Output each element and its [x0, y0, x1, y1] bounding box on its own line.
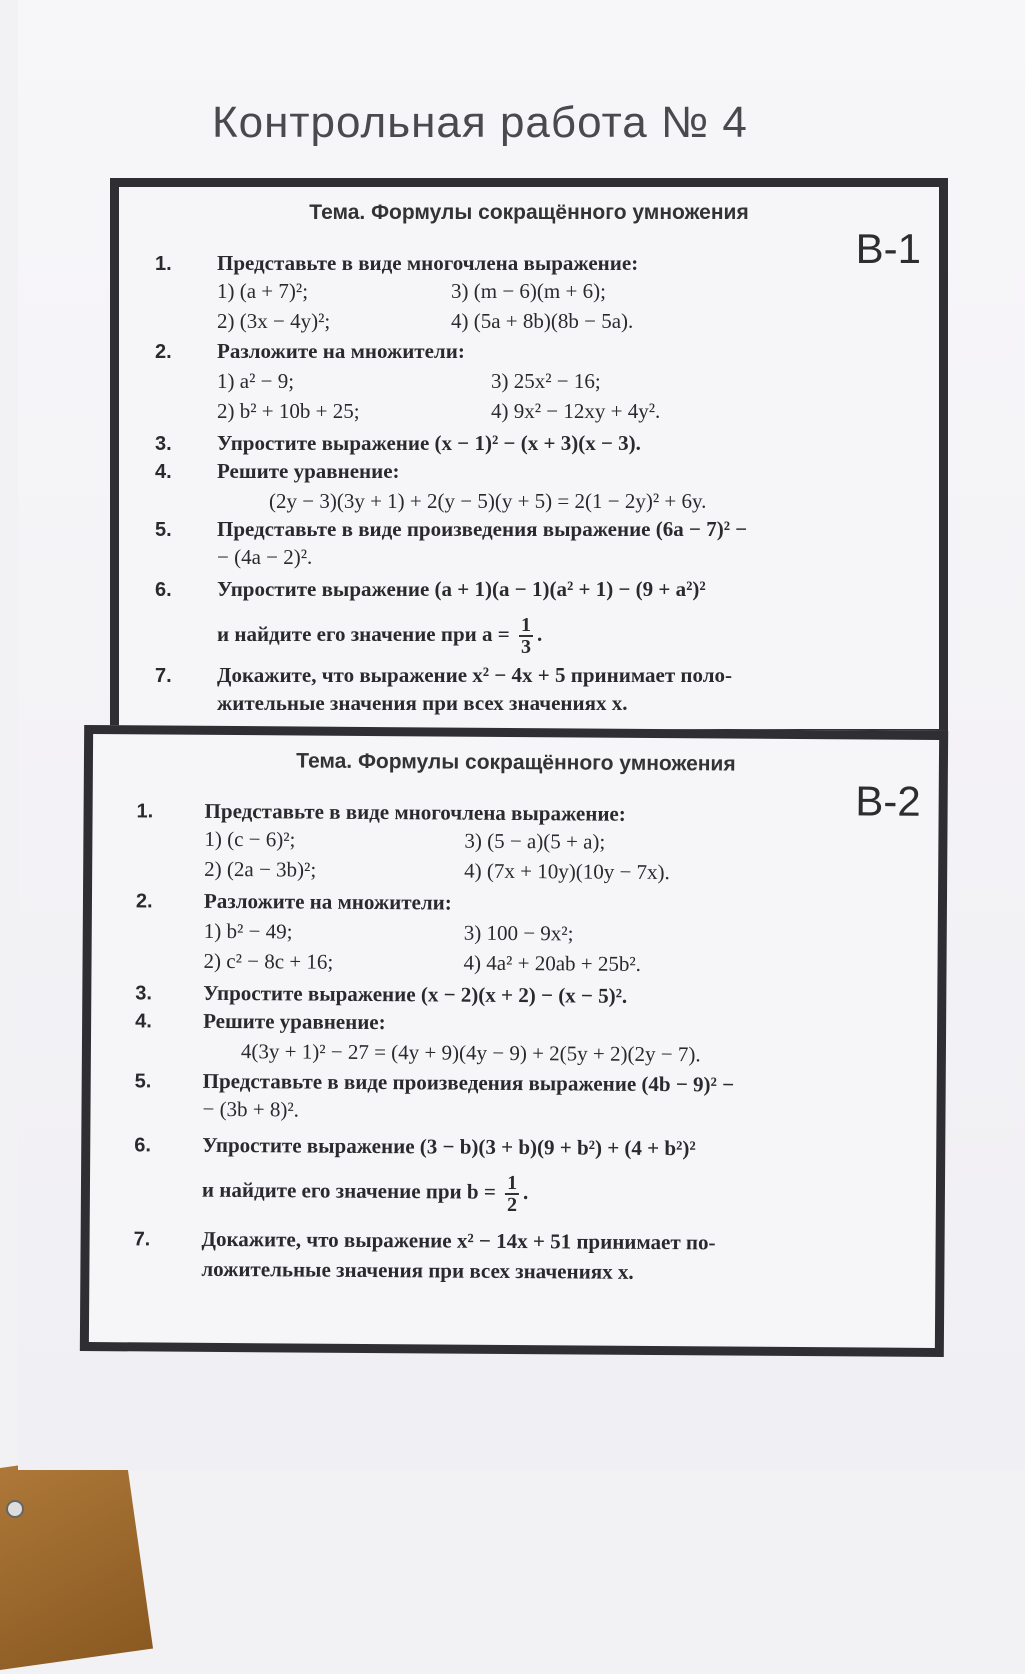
equation: 4(3y + 1)² − 27 = (4y + 9)(4y − 9) + 2(5y + 2)(2y − 7). [240, 1039, 701, 1067]
task-number: 6. [134, 1134, 152, 1157]
task-number: 5. [155, 519, 172, 541]
task-text: Представьте в виде многочлена выражение: [204, 798, 626, 826]
task-text: Упростите выражение (a + 1)(a − 1)(a² + 1) − (9 + a²)² [217, 577, 706, 601]
task-number: 7. [133, 1228, 151, 1251]
equation: (2y − 3)(3y + 1) + 2(y − 5)(y + 5) = 2(1 − 2y)² + 6y. [269, 489, 707, 513]
variant-label: В-1 [855, 225, 921, 272]
task-number: 7. [155, 665, 172, 687]
table-edge [0, 1450, 153, 1673]
task-text: Представьте в виде многочлена выражение: [217, 251, 639, 275]
fraction-numerator: 1 [505, 1173, 519, 1195]
task-continuation: − (3b + 8)². [202, 1096, 300, 1122]
fraction-denominator: 3 [520, 636, 531, 658]
task-text: Представьте в виде произведения выражение (6a − 7)² − [217, 517, 748, 541]
fraction-denominator: 2 [506, 1193, 518, 1217]
variant-2-box [80, 725, 948, 1357]
task-text: Решите уравнение: [217, 459, 400, 483]
task-text: Разложите на множители: [217, 339, 465, 363]
fraction [519, 615, 533, 657]
task-item: 3) 100 − 9x²; [463, 920, 574, 946]
task-number: 1. [136, 800, 154, 823]
variant-label: В-2 [855, 777, 921, 825]
task-item: 4) 4a² + 20ab + 25b². [463, 950, 642, 976]
variant-1-box [110, 178, 948, 738]
task-number: 2. [155, 341, 172, 363]
task-text: Упростите выражение (3 − b)(3 + b)(9 + b²) + (4 + b²)² [202, 1132, 696, 1161]
task-item: 1) b² − 49; [203, 918, 293, 944]
task-number: 3. [135, 982, 153, 1005]
task-number: 6. [155, 579, 172, 601]
task-item: 3) (5 − a)(5 + a); [464, 828, 606, 854]
task-continuation: жительные значения при всех значениях x. [217, 691, 628, 715]
task-continuation [202, 1171, 529, 1215]
task-item: 1) a² − 9; [217, 369, 295, 393]
task-item: 2) (3x − 4y)²; [217, 309, 331, 333]
task-item: 4) 9x² − 12xy + 4y². [491, 399, 661, 423]
task-text: Докажите, что выражение x² − 4x + 5 принимает поло- [217, 663, 732, 687]
task-item: 2) c² − 8c + 16; [203, 948, 334, 974]
fraction-numerator: 1 [520, 614, 531, 636]
fraction [505, 1173, 519, 1215]
task-item: 3) 25x² − 16; [491, 369, 601, 393]
topic-heading: Тема. Формулы сокращённого умножения [309, 201, 749, 224]
page-title: Контрольная работа № 4 [212, 98, 748, 147]
task-continuation-text: и найдите его значение при b = [201, 1177, 496, 1204]
task-text: Представьте в виде произведения выражение (4b − 9)² − [202, 1068, 735, 1097]
screw-icon [6, 1500, 24, 1518]
task-number: 4. [135, 1010, 152, 1033]
task-number: 1. [155, 253, 172, 275]
period: . [523, 1179, 529, 1204]
task-item: 2) b² + 10b + 25; [217, 399, 360, 423]
task-continuation: − (4a − 2)². [217, 545, 313, 569]
task-item: 1) (c − 6)²; [204, 826, 296, 852]
task-item: 3) (m − 6)(m + 6); [451, 279, 606, 303]
task-text: Докажите, что выражение x² − 14x + 51 принимает по- [201, 1226, 716, 1255]
period: . [536, 621, 543, 646]
task-text: Разложите на множители: [203, 888, 452, 915]
task-text: Упростите выражение (x − 2)(x + 2) − (x − 5)². [203, 980, 628, 1008]
task-number: 2. [135, 890, 153, 913]
task-continuation: ложительные значения при всех значениях x. [201, 1256, 634, 1284]
task-item: 2) (2a − 3b)²; [204, 856, 317, 882]
topic-heading: Тема. Формулы сокращённого умножения [296, 749, 736, 776]
task-number: 4. [155, 461, 172, 483]
task-item: 4) (7x + 10y)(10y − 7x). [464, 858, 670, 885]
task-item: 4) (5a + 8b)(8b − 5a). [451, 309, 634, 333]
task-item: 1) (a + 7)²; [217, 279, 309, 303]
task-number: 5. [134, 1070, 152, 1093]
task-text: Решите уравнение: [203, 1008, 386, 1035]
task-continuation-text: и найдите его значение при a = [217, 621, 510, 646]
task-text: Упростите выражение (x − 1)² − (x + 3)(x − 3). [217, 431, 641, 455]
task-number: 3. [155, 433, 172, 455]
task-continuation [217, 615, 542, 657]
